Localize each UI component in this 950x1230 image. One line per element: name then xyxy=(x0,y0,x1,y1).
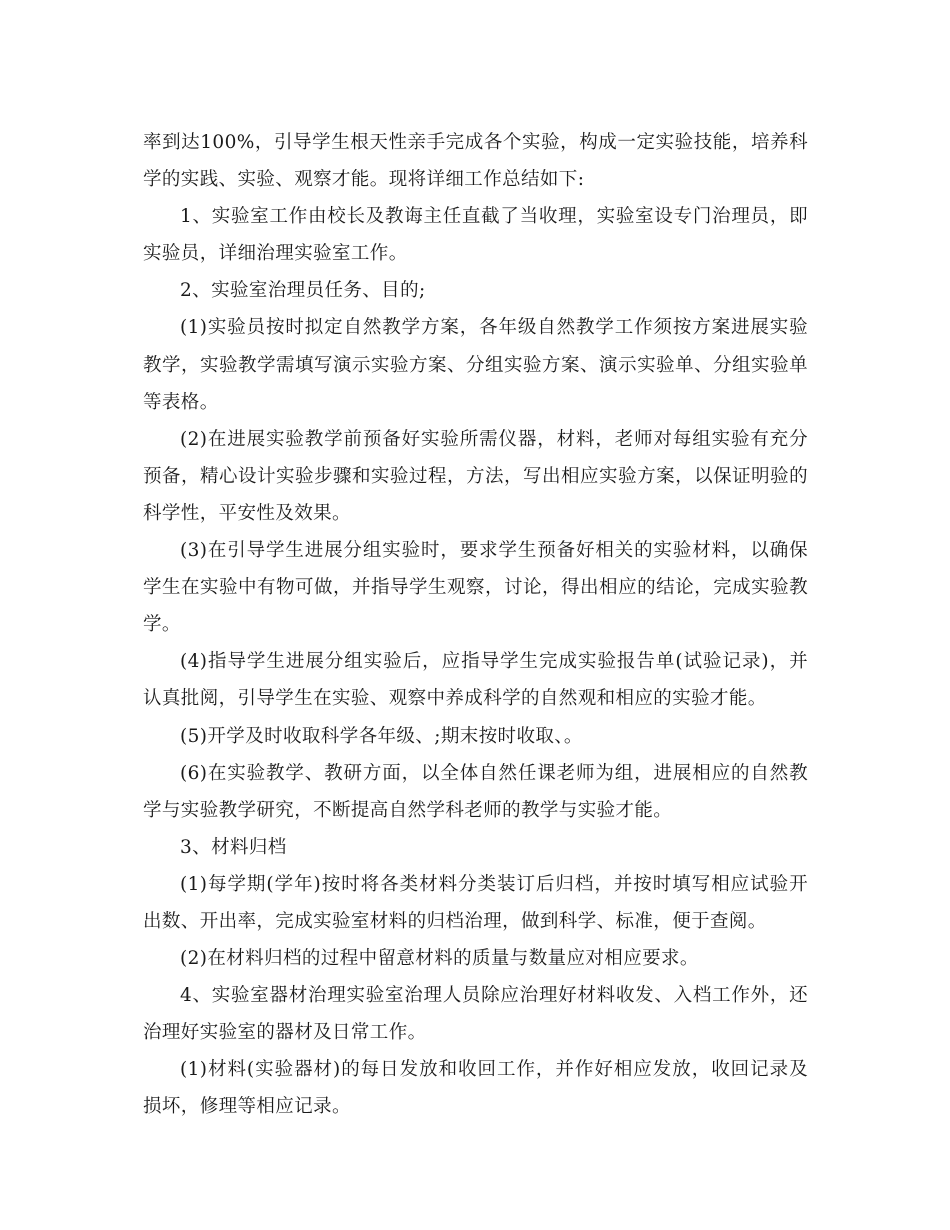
paragraph-intro: 率到达100%，引导学生根天性亲手完成各个实验，构成一定实验技能，培养科学的实践、实验、观察才能。现将详细工作总结如下: xyxy=(143,132,808,191)
paragraph-item-3: 3、材料归档 xyxy=(180,836,287,858)
paragraph-item-3-2: (2)在材料归档的过程中留意材料的质量与数量应对相应要求。 xyxy=(180,948,699,970)
paragraph-item-1: 1、实验室工作由校长及教诲主任直截了当收理，实验室设专门治理员，即实验员，详细治理实验室工作。 xyxy=(143,206,808,265)
paragraph-item-2-6: (6)在实验教学、教研方面，以全体自然任课老师为组，进展相应的自然教学与实验教学研究，不断提高自然学科老师的教学与实验才能。 xyxy=(143,762,808,821)
paragraph-item-4: 4、实验室器材治理实验室治理人员除应治理好材料收发、入档工作外，还治理好实验室的器材及日常工作。 xyxy=(143,985,808,1044)
paragraph-item-2-3: (3)在引导学生进展分组实验时，要求学生预备好相关的实验材料，以确保学生在实验中有物可做，并指导学生观察，讨论，得出相应的结论，完成实验教学。 xyxy=(143,540,808,636)
paragraph-item-3-1: (1)每学期(学年)按时将各类材料分类装订后归档，并按时填写相应试验开出数、开出率，完成实验室材料的归档治理，做到科学、标准，便于查阅。 xyxy=(143,873,808,932)
paragraph-item-2-5: (5)开学及时收取科学各年级、;期末按时收取、。 xyxy=(180,725,583,747)
paragraph-item-2-1: (1)实验员按时拟定自然教学方案，各年级自然教学工作须按方案进展实验教学，实验教学需填写演示实验方案、分组实验方案、演示实验单、分组实验单等表格。 xyxy=(143,317,808,413)
paragraph-item-2: 2、实验室治理员任务、目的; xyxy=(180,280,426,302)
document-body xyxy=(143,124,808,1126)
paragraph-item-4-1: (1)材料(实验器材)的每日发放和收回工作，并作好相应发放，收回记录及损坏，修理等相应记录。 xyxy=(143,1059,808,1118)
paragraph-item-2-2: (2)在进展实验教学前预备好实验所需仪器，材料，老师对每组实验有充分预备，精心设计实验步骤和实验过程，方法，写出相应实验方案，以保证明验的科学性，平安性及效果。 xyxy=(143,428,808,524)
paragraph-item-2-4: (4)指导学生进展分组实验后，应指导学生完成实验报告单(试验记录)，并认真批阅，引导学生在实验、观察中养成科学的自然观和相应的实验才能。 xyxy=(143,651,808,710)
